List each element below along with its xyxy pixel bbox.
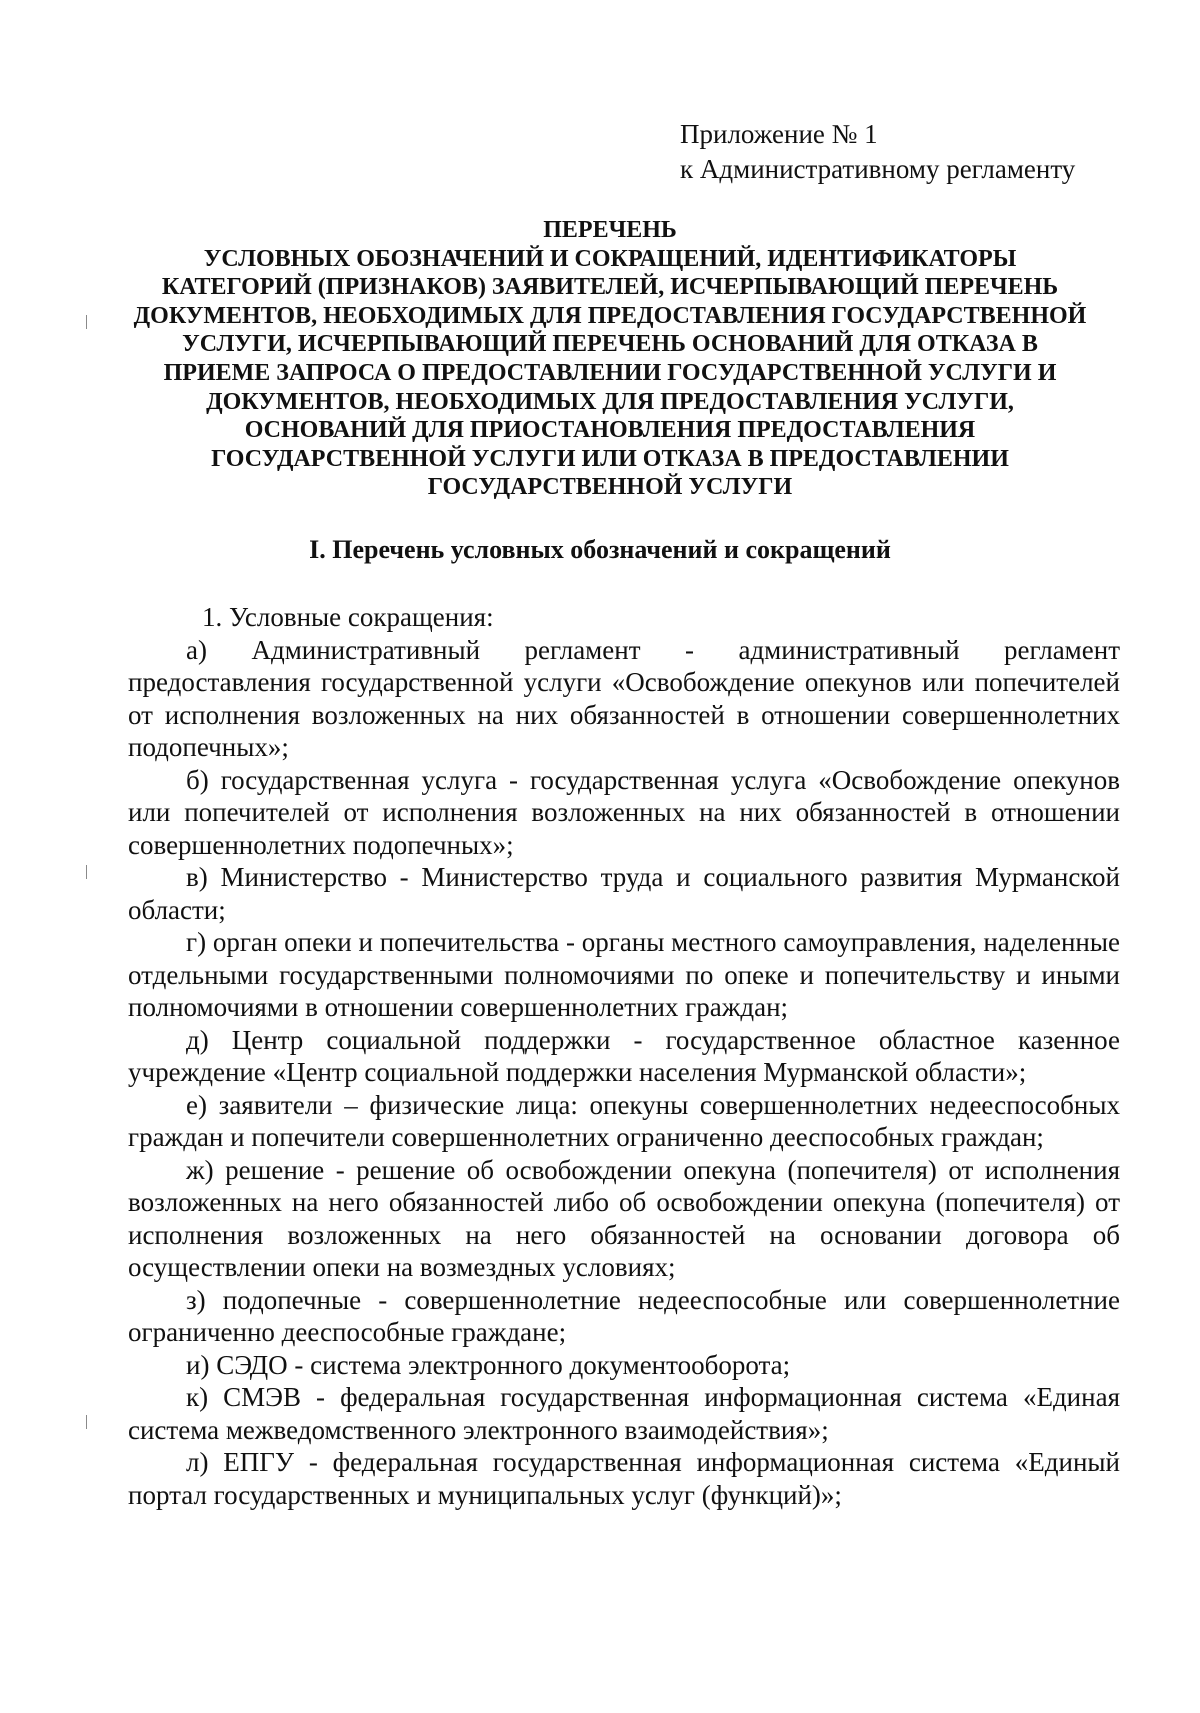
section-heading: I. Перечень условных обозначений и сокращений: [309, 535, 891, 564]
title-line: ДОКУМЕНТОВ, НЕОБХОДИМЫХ ДЛЯ ПРЕДОСТАВЛЕНИЯ УСЛУГИ,: [206, 388, 1014, 415]
title-line: УСЛУГИ, ИСЧЕРПЫВАЮЩИЙ ПЕРЕЧЕНЬ ОСНОВАНИЙ ДЛЯ ОТКАЗА В: [182, 331, 1038, 358]
list-item: л) ЕПГУ - федеральная государственная информационная система «Единый портал государственных и муниципальных услуг (функций)»;: [128, 1447, 1120, 1510]
title-line: КАТЕГОРИЙ (ПРИЗНАКОВ) ЗАЯВИТЕЛЕЙ, ИСЧЕРПЫВАЮЩИЙ ПЕРЕЧЕНЬ: [161, 274, 1059, 301]
list-item: г) орган опеки и попечительства - органы местного самоуправления, наделенные отдельными государственными полномочиями по опеке и попечительству и иными полномочиями в отношении совершеннолетних граждан;: [128, 927, 1120, 1022]
title-line: ПЕРЕЧЕНЬ: [543, 217, 677, 243]
title-line: ГОСУДАРСТВЕННОЙ УСЛУГИ: [427, 474, 793, 501]
list-item: з) подопечные - совершеннолетние недееспособные или совершеннолетние ограниченно дееспособные граждане;: [128, 1284, 1120, 1347]
list-item: ж) решение - решение об освобождении опекуна (попечителя) от исполнения возложенных на него обязанностей либо об освобождении опекуна (попечителя) от исполнения возложенных на него обязанностей на основании договора об осуществлении опеки на возмездных условиях;: [128, 1154, 1120, 1282]
appendix-number: Приложение № 1: [680, 119, 878, 149]
list-item: к) СМЭВ - федеральная государственная информационная система «Единая система межведомственного электронного взаимодействия»;: [128, 1382, 1120, 1445]
title-line: ДОКУМЕНТОВ, НЕОБХОДИМЫХ ДЛЯ ПРЕДОСТАВЛЕНИЯ ГОСУДАРСТВЕННОЙ: [133, 302, 1087, 329]
appendix-note: [680, 117, 1075, 187]
appendix-reference: к Административному регламенту: [680, 154, 1076, 184]
title-line: УСЛОВНЫХ ОБОЗНАЧЕНИЙ И СОКРАЩЕНИЙ, ИДЕНТИФИКАТОРЫ: [203, 245, 1017, 272]
scan-margin-mark: [86, 865, 87, 879]
list-item: в) Министерство - Министерство труда и социального развития Мурманской области;: [128, 862, 1120, 925]
list-intro: 1. Условные сокращения:: [202, 602, 494, 632]
list-item: е) заявители – физические лица: опекуны совершеннолетних недееспособных граждан и попечители совершеннолетних ограниченно дееспособных граждан;: [128, 1089, 1120, 1152]
list-item: д) Центр социальной поддержки - государственное областное казенное учреждение «Центр социальной поддержки населения Мурманской области»;: [128, 1024, 1120, 1087]
list-item: а) Административный регламент - административный регламент предоставления государственной услуги «Освобождение опекунов или попечителей от исполнения возложенных на них обязанностей в отношении совершеннолетних подопечных»;: [128, 634, 1120, 762]
document-title: [110, 216, 1110, 502]
title-line: ПРИЕМЕ ЗАПРОСА О ПРЕДОСТАВЛЕНИИ ГОСУДАРСТВЕННОЙ УСЛУГИ И: [163, 359, 1057, 386]
document-body: [128, 601, 1120, 1511]
scan-margin-mark: [86, 315, 87, 329]
list-item: и) СЭДО - система электронного документооборота;: [186, 1349, 791, 1380]
list-item: б) государственная услуга - государственная услуга «Освобождение опекунов или попечителей от исполнения возложенных на них обязанностей в отношении совершеннолетних подопечных»;: [128, 764, 1120, 860]
title-line: ОСНОВАНИЙ ДЛЯ ПРИОСТАНОВЛЕНИЯ ПРЕДОСТАВЛЕНИЯ: [244, 417, 976, 444]
scan-margin-mark: [86, 1415, 87, 1429]
title-line: ГОСУДАРСТВЕННОЙ УСЛУГИ ИЛИ ОТКАЗА В ПРЕДОСТАВЛЕНИИ: [211, 445, 1009, 472]
